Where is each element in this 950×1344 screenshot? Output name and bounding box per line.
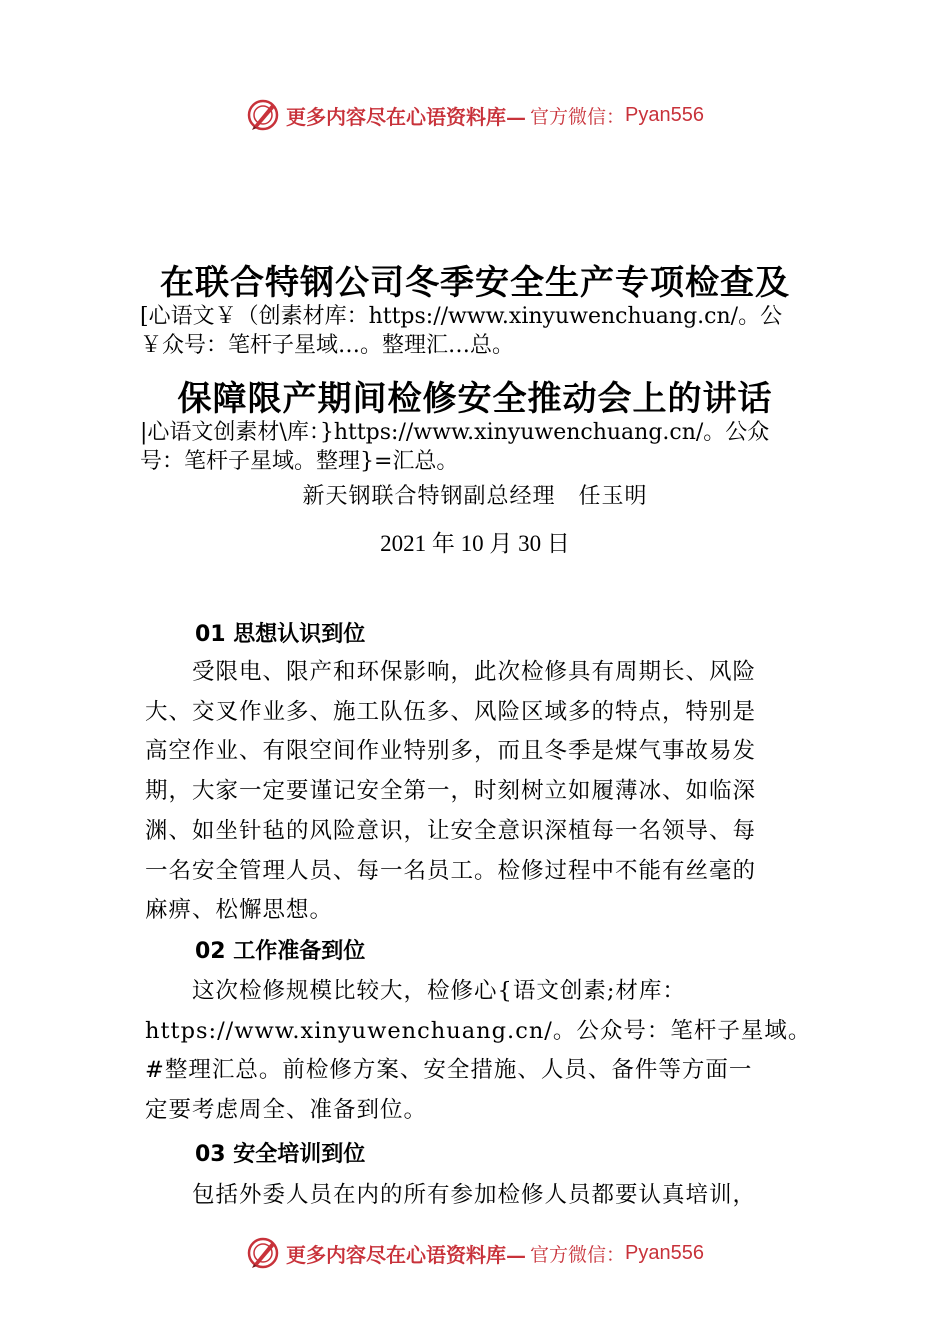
page-title-line2: 保障限产期间检修安全推动会上的讲话 [177, 379, 773, 419]
banner-wechat-label: 官方微信： [530, 105, 626, 128]
pen-logo-icon [246, 98, 280, 132]
body-line: 包括外委人员在内的所有参加检修人员都要认真培训， [145, 1182, 757, 1208]
section-heading: 01 思想认识到位 [195, 622, 366, 647]
inserted-note-2 [140, 418, 840, 476]
banner-wechat-id: Pyan556 [625, 1241, 704, 1264]
body-line: 这次检修规模比较大，检修心{语文创素;材库： [145, 978, 686, 1004]
inserted-note-line: ￥众号：笔杆子星域…。整理汇…总。 [140, 333, 515, 358]
body-line: 受限电、限产和环保影响，此次检修具有周期长、风险 [145, 659, 757, 685]
inserted-note-1 [140, 302, 840, 360]
body-line: 定要考虑周全、准备到位。 [145, 1097, 428, 1124]
body-line: 麻痹、松懈思想。 [145, 897, 334, 924]
section-heading: 03 安全培训到位 [195, 1142, 366, 1167]
banner-text: 更多内容尽在心语资料库— [286, 1242, 526, 1267]
author-line: 新天钢联合特钢副总经理 任玉明 [302, 484, 648, 509]
banner-text: 更多内容尽在心语资料库— [286, 104, 526, 129]
inserted-note-line: [心语文￥（创素材库：https://www.xinyuwenchuang.cn/。公 [140, 304, 783, 329]
body-line: 期，大家一定要谨记安全第一，时刻树立如履薄冰、如临深 [145, 778, 757, 805]
section-body [145, 1176, 825, 1216]
footer-banner [0, 1233, 950, 1273]
body-line: 渊、如坐针毡的风险意识，让安全意识深植每一名领导、每 [145, 817, 757, 844]
section-body [145, 653, 825, 931]
date-line: 2021 年 10 月 30 日 [380, 531, 570, 556]
body-line: 高空作业、有限空间作业特别多，而且冬季是煤气事故易发 [145, 738, 757, 765]
body-line: https://www.xinyuwenchuang.cn/。公众号：笔杆子星域。 [145, 1017, 812, 1044]
section-heading: 02 工作准备到位 [195, 939, 366, 964]
inserted-note-line: 号：笔杆子星域。整理}=汇总。 [140, 449, 459, 474]
banner-wechat-label: 官方微信： [530, 1243, 626, 1266]
body-line: #整理汇总。前检修方案、安全措施、人员、备件等方面一 [145, 1057, 753, 1084]
page-title-line1: 在联合特钢公司冬季安全生产专项检查及 [160, 263, 790, 303]
body-line: 一名安全管理人员、每一名员工。检修过程中不能有丝毫的 [145, 857, 757, 884]
pen-logo-icon [246, 1236, 280, 1270]
inserted-note-line: |心语文创素材\库：}https://www.xinyuwenchuang.cn/。公众 [140, 420, 770, 445]
section-body [145, 972, 825, 1131]
banner-wechat-id: Pyan556 [625, 103, 704, 126]
body-line: 大、交叉作业多、施工队伍多、风险区域多的特点，特别是 [145, 698, 757, 725]
header-banner [0, 95, 950, 135]
